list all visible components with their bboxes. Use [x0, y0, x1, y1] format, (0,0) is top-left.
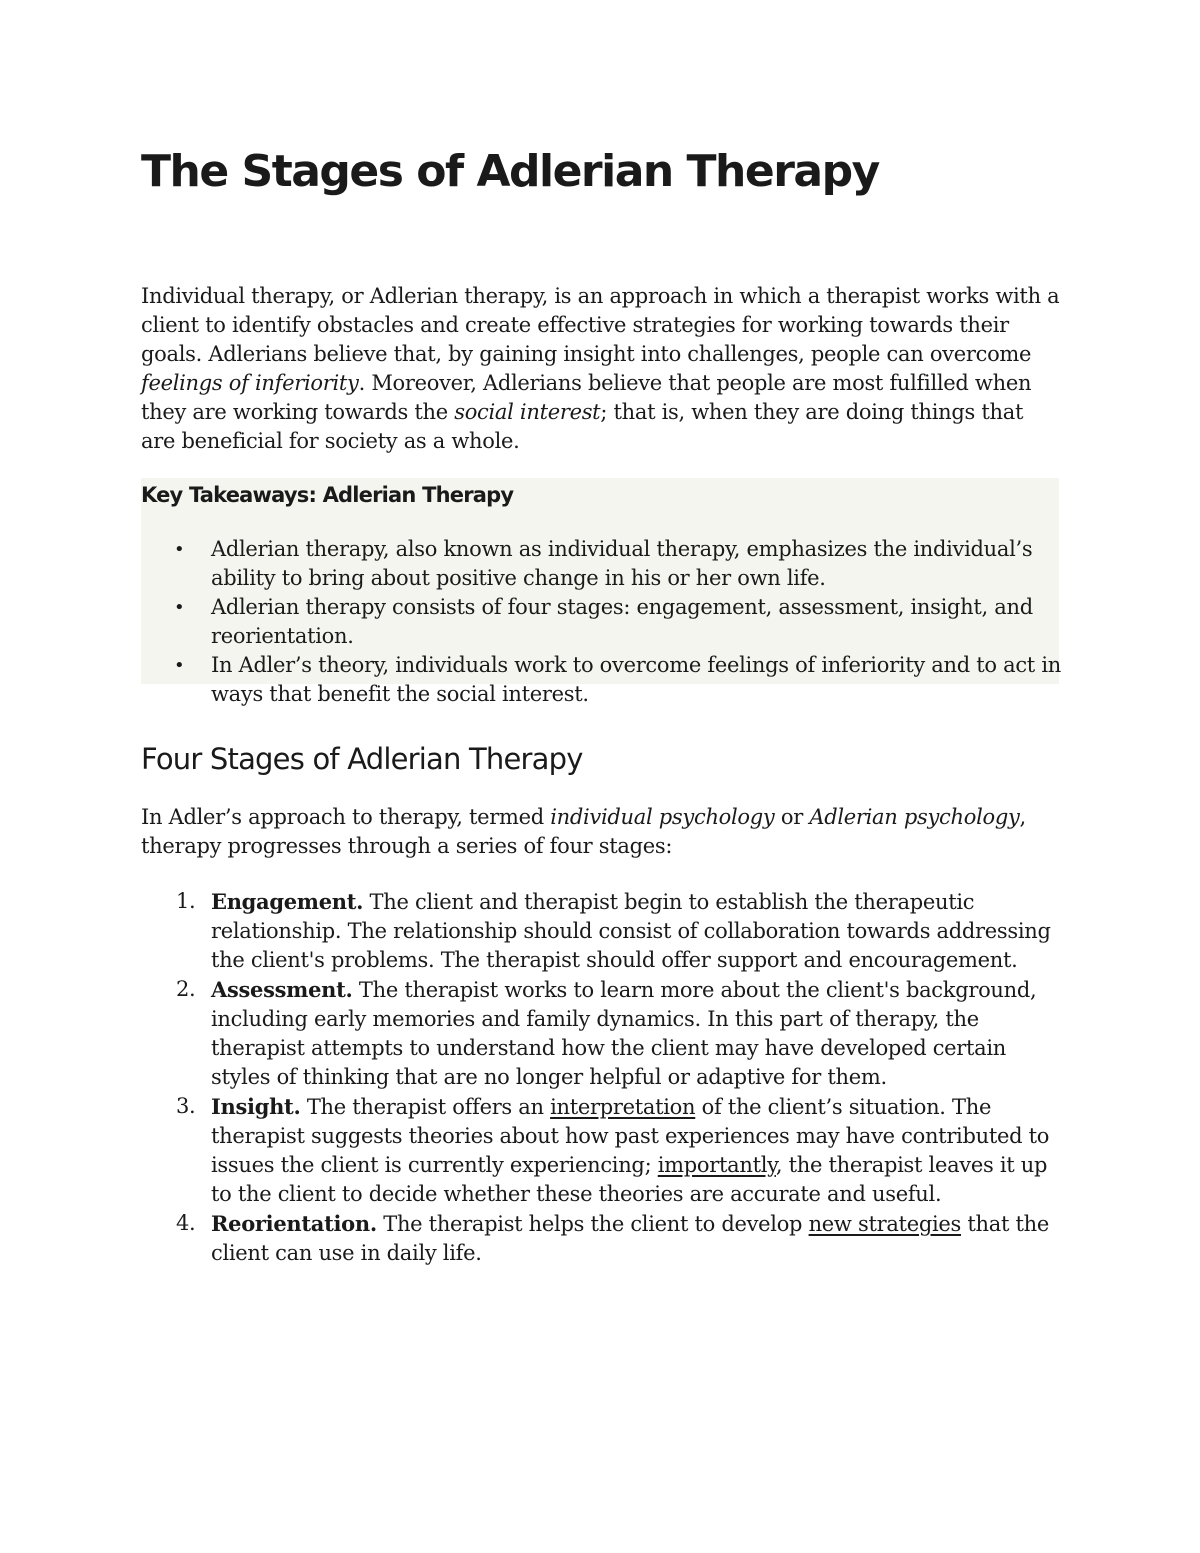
importantly-link[interactable]: importantly	[657, 1153, 776, 1177]
stage-name: Assessment.	[211, 977, 353, 1002]
stage-text: , the therapist leaves it up to the client to decide whether these theories are accurate and useful.	[211, 1153, 1048, 1206]
interpretation-link[interactable]: interpretation	[550, 1095, 696, 1119]
stages-intro-paragraph	[141, 803, 1061, 861]
bullet-icon: •	[174, 597, 185, 618]
stages-intro-text-2: or	[774, 805, 810, 829]
takeaway-item	[174, 593, 1061, 651]
stage-number: 4.	[176, 1211, 196, 1235]
stage-item-insight	[176, 1092, 1061, 1209]
stage-item-reorientation	[176, 1209, 1061, 1268]
page-title: The Stages of Adlerian Therapy	[141, 146, 879, 197]
stage-name: Insight.	[211, 1094, 301, 1119]
stage-number: 1.	[176, 889, 196, 913]
stage-number: 3.	[176, 1094, 196, 1118]
intro-emphasis-social-interest: social interest	[454, 400, 601, 424]
document-page	[141, 140, 1061, 1268]
stage-text: of the client’s situation. The therapist suggests theories about how past experiences may have contributed to issues the client is currently experiencing;	[211, 1095, 1050, 1177]
section-heading: Four Stages of Adlerian Therapy	[141, 742, 583, 776]
intro-text-2: . Moreover, Adlerians believe that people are most fulfilled when they are working towards the	[141, 371, 1032, 424]
stage-name: Reorientation.	[211, 1211, 377, 1236]
takeaway-text: Adlerian therapy, also known as individual therapy, emphasizes the individual’s ability to bring about positive change in his or her own life.	[211, 537, 1033, 590]
stages-intro-emphasis-2: Adlerian psychology	[809, 805, 1020, 829]
key-takeaways-heading: Key Takeaways: Adlerian Therapy	[141, 483, 514, 507]
stage-text: The client and therapist begin to establish the therapeutic relationship. The relationship should consist of collaboration towards addressing the client's problems. The therapist should offer support and encouragement.	[211, 890, 1051, 972]
stages-intro-text-1: In Adler’s approach to therapy, termed	[141, 805, 551, 829]
takeaway-item	[174, 535, 1061, 593]
stage-item-engagement	[176, 887, 1061, 975]
bullet-icon: •	[174, 539, 185, 560]
intro-paragraph	[141, 282, 1061, 456]
key-takeaways-box	[141, 478, 1061, 709]
intro-text-1: Individual therapy, or Adlerian therapy, is an approach in which a therapist works with a client to identify obstacles and create effective strategies for working towards their goals. Adlerians believe that, by gaining insight into challenges, people can overcome	[141, 284, 1060, 366]
stages-intro-text-3: , therapy progresses through a series of four stages:	[141, 805, 1026, 858]
takeaway-item	[174, 651, 1061, 709]
bullet-icon: •	[174, 655, 185, 676]
intro-emphasis-inferiority: feelings of inferiority	[141, 371, 359, 395]
stage-text: that the client can use in daily life.	[211, 1212, 1049, 1265]
takeaway-text: Adlerian therapy consists of four stages: engagement, assessment, insight, and reorientation.	[211, 595, 1033, 648]
takeaway-text: In Adler’s theory, individuals work to overcome feelings of inferiority and to act in ways that benefit the social interest.	[211, 653, 1061, 706]
stage-text: The therapist helps the client to develop	[376, 1212, 809, 1236]
stage-text: The therapist works to learn more about the client's background, including early memories and family dynamics. In this part of therapy, the therapist attempts to understand how the client may have developed certain styles of thinking that are no longer helpful or adaptive for them.	[211, 978, 1037, 1089]
stages-intro-emphasis-1: individual psychology	[550, 805, 775, 829]
stage-text: The therapist offers an	[300, 1095, 551, 1119]
stage-name: Engagement.	[211, 889, 364, 914]
new-strategies-link[interactable]: new strategies	[808, 1212, 961, 1236]
stage-item-assessment	[176, 975, 1061, 1092]
stages-list	[141, 887, 1061, 1268]
intro-text-3: ; that is, when they are doing things that are beneficial for society as a whole.	[141, 400, 1024, 453]
key-takeaways-list	[141, 535, 1061, 709]
stage-number: 2.	[176, 977, 196, 1001]
